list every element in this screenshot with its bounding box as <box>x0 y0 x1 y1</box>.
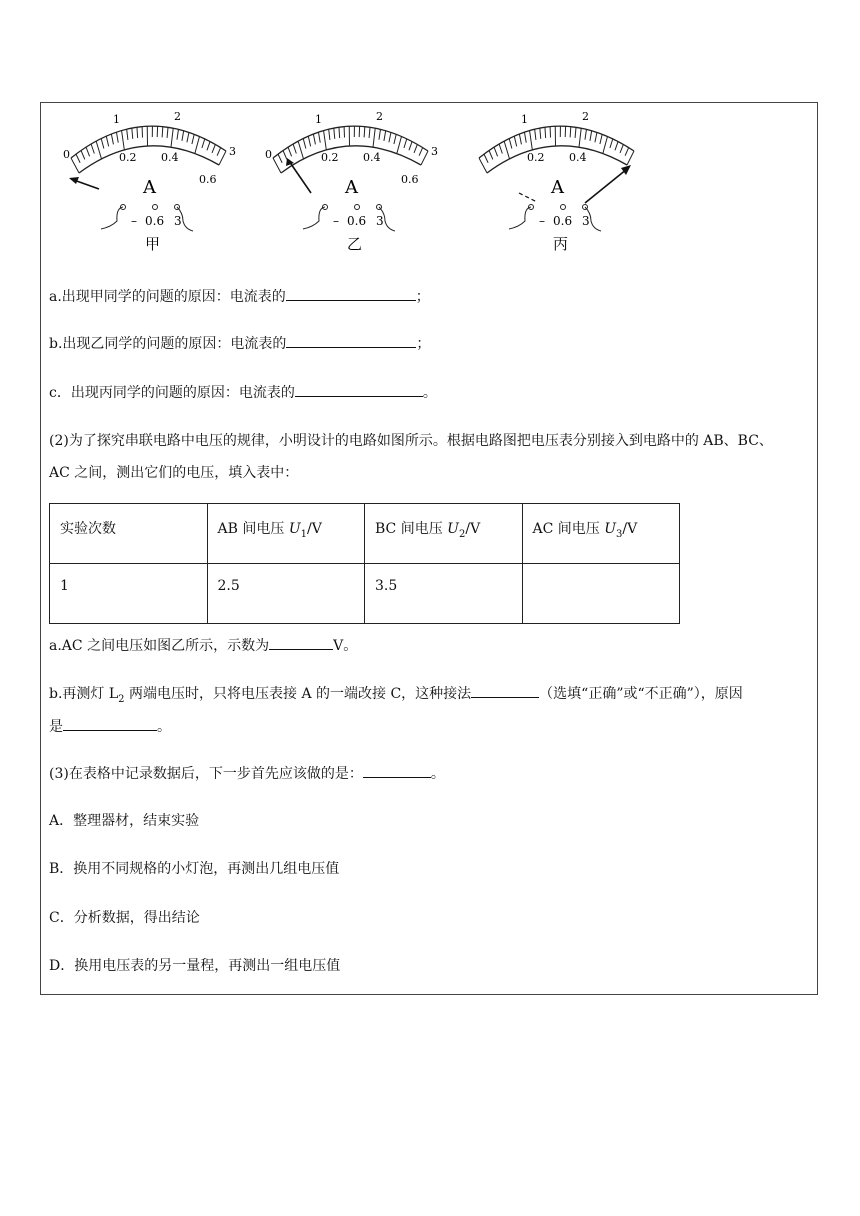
scale-bottom-1: 0.2 <box>119 151 137 164</box>
cell-ac[interactable] <box>522 564 680 624</box>
scale-tick <box>379 129 380 139</box>
subscript: 2 <box>118 693 125 705</box>
scale-tick <box>509 139 512 149</box>
unit-text: V。 <box>333 638 358 654</box>
scale-tick <box>339 127 340 138</box>
ammeter-figures <box>41 103 819 273</box>
header-trial: 实验次数 <box>50 504 208 564</box>
scale-tick <box>494 147 498 156</box>
question-2-line1: (2)为了探究串联电路中电压的规律，小明设计的电路如图所示。根据电路图把电压表分别接入到电路中的 AB、BC、 <box>49 433 773 449</box>
figure-caption: 丙 <box>553 235 569 253</box>
scale-tick <box>293 144 296 154</box>
figure-caption: 乙 <box>347 235 363 253</box>
scale-tick <box>329 129 330 140</box>
cell-bc: 3.5 <box>365 564 523 624</box>
scale-tick <box>195 136 200 153</box>
question-text: 是 <box>49 719 63 735</box>
question-1b <box>49 333 430 353</box>
scale-tick <box>187 132 189 142</box>
answer-blank[interactable] <box>363 763 431 778</box>
scale-tick <box>603 136 608 153</box>
scale-tick <box>585 129 586 139</box>
scale-tick <box>519 134 521 144</box>
scale-top-0: 0 <box>63 148 70 161</box>
needle <box>585 169 627 203</box>
ammeter-yi <box>253 103 453 268</box>
terminal-3: 3 <box>376 214 384 228</box>
scale-tick <box>106 136 108 146</box>
header-bc: BC 间电压 $U_2/V$ <box>365 504 523 564</box>
answer-blank[interactable] <box>286 286 416 301</box>
scale-tick <box>127 129 128 140</box>
scale-top-3: 3 <box>229 145 236 158</box>
question-text: 两端电压时，只将电压表接 A 的一端改接 C，这种接法 <box>124 686 472 702</box>
answer-blank[interactable] <box>295 382 423 397</box>
scale-tick <box>600 134 602 144</box>
scale-tick <box>122 131 125 150</box>
scale-top-3: 3 <box>431 145 438 158</box>
scale-tick <box>318 132 320 143</box>
unit-label: A <box>143 177 156 198</box>
scale-tick <box>421 151 428 165</box>
answer-blank[interactable] <box>471 683 539 698</box>
scale-tick <box>288 147 292 156</box>
scale-bottom-3: 0.6 <box>199 173 217 186</box>
ammeter-jia <box>51 103 251 268</box>
question-frame <box>40 102 818 995</box>
scale-tick <box>419 148 423 156</box>
scale-tick <box>171 128 173 147</box>
scale-tick <box>489 151 493 160</box>
question-text: b.再测灯 L <box>49 686 119 702</box>
scale-tick <box>283 151 287 160</box>
scale-bottom-2: 0.4 <box>161 151 179 164</box>
scale-tick <box>389 132 391 142</box>
terminal-3: 3 <box>174 214 182 228</box>
header-ac: AC 间电压 $U_3/V$ <box>522 504 680 564</box>
scale-tick <box>625 148 629 156</box>
terminal-0-6: 0.6 <box>145 214 165 228</box>
scale-tick <box>484 154 488 163</box>
scale-tick <box>394 134 396 144</box>
scale-tick <box>535 129 536 140</box>
question-2-line2: AC 之间，测出它们的电压，填入表中： <box>49 465 299 481</box>
figure-caption: 甲 <box>145 235 161 253</box>
scale-top-2: 2 <box>174 110 181 123</box>
scale-tick <box>313 134 315 144</box>
scale-tick <box>545 127 546 138</box>
scale-tick <box>409 142 412 151</box>
scale-tick <box>162 127 163 138</box>
scale-tick <box>219 151 226 165</box>
unit-label: A <box>345 177 358 198</box>
scale-tick <box>540 128 541 139</box>
scale-tick <box>116 132 118 143</box>
scale-tick <box>303 139 306 149</box>
scale-tick <box>132 128 133 139</box>
terminal-3: 3 <box>582 214 590 228</box>
question-text: a.AC 之间电压如图乙所示，示数为 <box>49 638 270 654</box>
answer-blank[interactable] <box>286 333 416 348</box>
terminal-minus: – <box>333 214 339 228</box>
scale-tick <box>595 132 597 142</box>
scale-tick <box>530 131 533 150</box>
scale-tick <box>414 144 417 152</box>
scale-tick <box>177 129 178 139</box>
ammeter-dial <box>253 103 453 268</box>
ammeter-dial <box>459 103 659 268</box>
scale-tick <box>167 127 168 138</box>
question-1a <box>49 286 430 306</box>
question-2a <box>49 635 357 655</box>
option-c[interactable]: C．分析数据，得出结论 <box>49 910 200 926</box>
question-text: (3)在表格中记录数据后，下一步首先应该做的是： <box>49 766 363 782</box>
scale-tick <box>590 131 592 141</box>
scale-tick <box>524 132 526 143</box>
scale-tick <box>499 144 502 154</box>
header-ab: AB 间电压 $U_1/V$ <box>207 504 365 564</box>
scale-bottom-2: 0.4 <box>363 151 381 164</box>
scale-tick <box>86 147 90 156</box>
scale-bottom-1: 0.2 <box>321 151 339 164</box>
punctuation: 。 <box>422 385 437 401</box>
question-text: a.出现甲同学的问题的原因：电流表的 <box>49 289 286 305</box>
voltage-table <box>49 503 680 624</box>
scale-tick <box>76 154 80 163</box>
option-d[interactable]: D．换用电压表的另一量程，再测出一组电压值 <box>49 958 341 974</box>
scale-tick <box>182 131 184 141</box>
cell-ab: 2.5 <box>207 564 365 624</box>
scale-tick <box>397 136 402 153</box>
question-text: c．出现丙同学的问题的原因：电流表的 <box>49 385 295 401</box>
punctuation: 。 <box>430 766 445 782</box>
ammeter-dial <box>51 103 251 268</box>
scale-tick <box>81 151 85 160</box>
scale-bottom-3: 0.6 <box>401 173 419 186</box>
punctuation: ； <box>415 289 430 305</box>
scale-tick <box>384 131 386 141</box>
scale-top-1: 1 <box>315 113 322 126</box>
answer-blank[interactable] <box>63 716 157 731</box>
scale-tick <box>334 128 335 139</box>
question-text: （选填“正确”或“不正确”），原因 <box>539 686 743 702</box>
cell-trial: 1 <box>50 564 208 624</box>
scale-top-1: 1 <box>521 113 528 126</box>
unit-label: A <box>551 177 564 198</box>
scale-tick <box>207 142 210 151</box>
scale-tick <box>96 141 101 159</box>
scale-top-1: 1 <box>113 113 120 126</box>
scale-tick <box>278 154 282 163</box>
scale-tick <box>137 127 138 138</box>
scale-tick <box>212 144 215 152</box>
terminal-minus: – <box>539 214 545 228</box>
scale-tick <box>192 134 194 144</box>
punctuation: ； <box>416 336 431 352</box>
needle <box>289 161 311 193</box>
scale-top-2: 2 <box>376 110 383 123</box>
question-2b-line1 <box>49 683 743 705</box>
punctuation: 。 <box>157 719 171 735</box>
terminal-0-6: 0.6 <box>347 214 367 228</box>
option-a[interactable]: A．整理器材，结束实验 <box>49 813 200 829</box>
scale-tick <box>504 141 509 159</box>
scale-tick <box>369 127 370 138</box>
scale-tick <box>479 158 487 173</box>
scale-tick <box>111 134 113 144</box>
scale-bottom-1: 0.2 <box>527 151 545 164</box>
scale-tick <box>324 131 327 150</box>
scale-tick <box>610 139 613 148</box>
scale-tick <box>570 127 571 138</box>
scale-tick <box>71 158 79 173</box>
scale-tick <box>273 158 281 173</box>
scale-top-2: 2 <box>582 110 589 123</box>
scale-tick <box>202 139 205 148</box>
scale-tick <box>298 141 303 159</box>
question-text: b.出现乙同学的问题的原因：电流表的 <box>49 336 287 352</box>
terminal-0-6: 0.6 <box>553 214 573 228</box>
option-b[interactable]: B．换用不同规格的小灯泡，再测出几组电压值 <box>49 861 340 877</box>
scale-tick <box>620 144 623 152</box>
question-3 <box>49 763 445 783</box>
terminal-minus: – <box>131 214 137 228</box>
scale-tick <box>579 128 581 147</box>
scale-tick <box>308 136 310 146</box>
question-2b-line2 <box>49 716 171 736</box>
scale-tick <box>217 148 221 156</box>
scale-tick <box>91 144 94 154</box>
scale-tick <box>514 136 516 146</box>
scale-top-0: 0 <box>265 148 272 161</box>
scale-tick <box>101 139 104 149</box>
scale-tick <box>615 142 618 151</box>
scale-bottom-2: 0.4 <box>569 151 587 164</box>
scale-tick <box>404 139 407 148</box>
scale-tick <box>627 151 634 165</box>
question-1c <box>49 382 437 402</box>
scale-tick <box>373 128 375 147</box>
table-row <box>50 564 680 624</box>
ammeter-bing <box>459 103 659 268</box>
scale-tick <box>364 127 365 138</box>
scale-tick <box>575 127 576 138</box>
answer-blank[interactable] <box>269 635 333 650</box>
